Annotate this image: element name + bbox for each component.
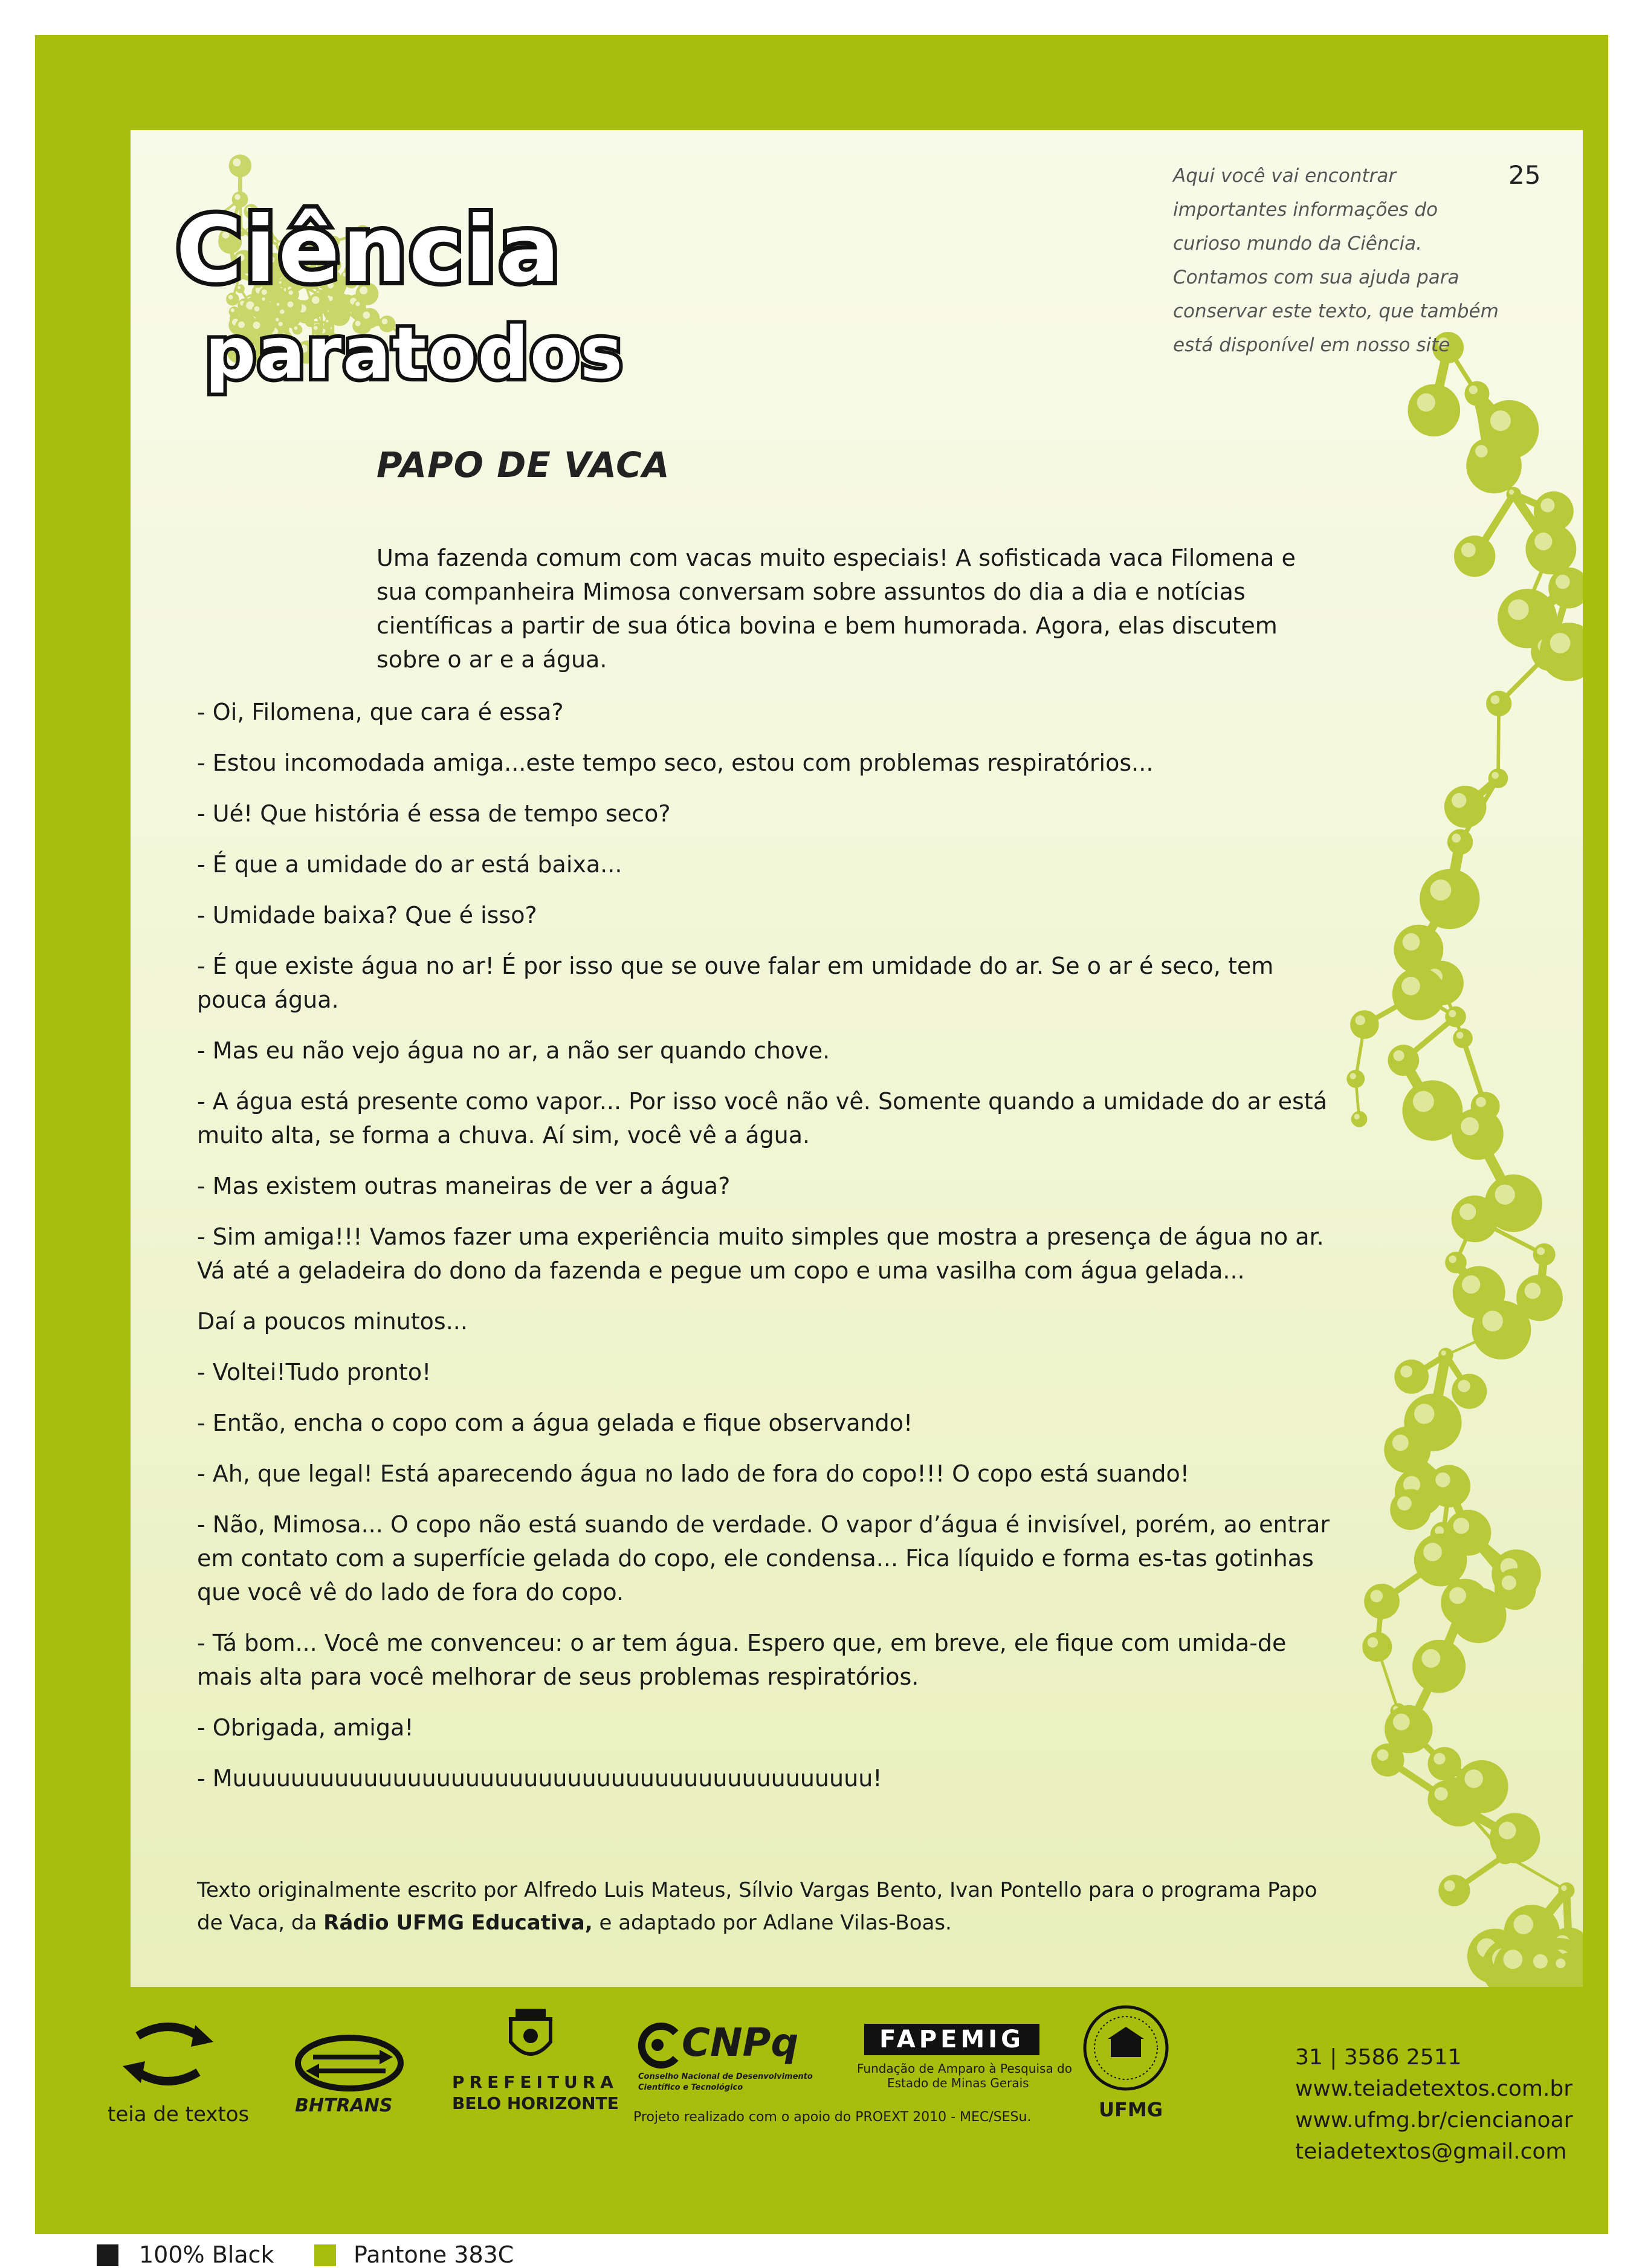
molecule-highlight xyxy=(1490,410,1511,431)
molecule-highlight xyxy=(1556,1959,1565,1968)
molecule-highlight xyxy=(1417,394,1435,412)
molecule-atom xyxy=(1364,1584,1400,1619)
dialogue-line: - Umidade baixa? Que é isso? xyxy=(197,898,1339,932)
molecule-atom xyxy=(1452,1374,1487,1409)
bhtrans-arrows-icon xyxy=(289,2030,410,2096)
molecule-highlight xyxy=(1400,1366,1412,1378)
pantone-swatch xyxy=(314,2244,336,2266)
dialogue-line: - Mas eu não vejo água no ar, a não ser quando chove. xyxy=(197,1034,1339,1068)
cnpq-sub2: Científico e Tecnológico xyxy=(638,2083,743,2092)
cnpq-title: CNPq xyxy=(682,2021,798,2066)
molecule-highlight xyxy=(1413,1091,1434,1112)
teia-de-textos-logo[interactable] xyxy=(95,2012,241,2133)
prefeitura-logo[interactable] xyxy=(452,2006,609,2127)
article-title: PAPO DE VACA xyxy=(377,444,670,485)
dialogue-line: - Então, encha o copo com a água gelada e fique observando! xyxy=(197,1406,1339,1440)
molecule-atom xyxy=(1394,1359,1429,1394)
ufmg-seal-icon xyxy=(1078,2003,1174,2093)
bhtrans-caption: BHTRANS xyxy=(295,2095,392,2116)
molecule-highlight xyxy=(1377,1749,1388,1761)
molecule-highlight xyxy=(1503,1949,1522,1969)
molecule-atom xyxy=(1452,1196,1499,1243)
molecule-highlight xyxy=(1452,834,1461,843)
molecule-atom xyxy=(1488,768,1508,788)
ufmg-caption: UFMG xyxy=(1099,2098,1163,2121)
molecule-highlight xyxy=(1475,445,1488,458)
molecule-highlight xyxy=(1540,498,1554,512)
molecule-highlight xyxy=(1350,1073,1356,1079)
molecule-atom xyxy=(1551,1954,1579,1981)
molecule-atom xyxy=(1445,1252,1467,1274)
molecule-highlight xyxy=(1458,1380,1470,1392)
molecule-atom xyxy=(1464,381,1489,406)
molecule-highlight xyxy=(1556,575,1570,589)
molecule-atom xyxy=(1525,523,1576,574)
molecule-highlight xyxy=(1461,1117,1479,1135)
molecule-highlight xyxy=(1525,1283,1541,1299)
molecule-atom xyxy=(1558,1882,1574,1899)
dialogue-line: - É que existe água no ar! É por isso que se ouve falar em umidade do ar. Se o ar é seco, tem pouca água. xyxy=(197,949,1339,1017)
cnpq-logo[interactable] xyxy=(633,2021,839,2099)
molecule-highlight xyxy=(1449,1587,1466,1604)
molecule-atom xyxy=(1390,1489,1431,1530)
molecule-atom xyxy=(1441,1579,1488,1627)
dialogue-line: - Estou incomodada amiga...este tempo seco, estou com problemas respiratórios... xyxy=(197,746,1339,780)
molecule-highlight xyxy=(1401,977,1420,996)
molecule-atom xyxy=(1428,1465,1470,1508)
molecule-highlight xyxy=(1462,1275,1480,1294)
molecule-highlight xyxy=(1421,1649,1440,1668)
dialogue-line: - Oi, Filomena, que cara é essa? xyxy=(197,695,1339,729)
prefeitura-line1: PREFEITURA xyxy=(452,2072,618,2092)
dialogue xyxy=(197,695,1339,1812)
molecule-highlight xyxy=(1533,1954,1548,1969)
black-swatch-label: 100% Black xyxy=(139,2241,274,2268)
cnpq-emblem-icon xyxy=(633,2021,682,2069)
credits-text-end: e adaptado por Adlane Vilas-Boas. xyxy=(593,1911,952,1935)
molecule-highlight xyxy=(233,158,241,166)
molecule-highlight xyxy=(1397,1496,1412,1511)
contact-email[interactable]: teiadetextos@gmail.com xyxy=(1295,2136,1573,2168)
molecule-highlight xyxy=(1355,1016,1365,1026)
contact-phone: 31 | 3586 2511 xyxy=(1295,2042,1573,2073)
dialogue-line: - Sim amiga!!! Vamos fazer uma experiência muito simples que mostra a presença de água no ar. Vá até a geladeira do dono da fazenda e pegue um copo e uma vasilha com água gelada... xyxy=(197,1220,1339,1288)
molecule-highlight xyxy=(1490,695,1499,704)
molecule-highlight xyxy=(1513,1914,1533,1934)
ufmg-logo[interactable] xyxy=(1075,2003,1177,2124)
molecule-highlight xyxy=(1368,1637,1378,1647)
molecule-highlight xyxy=(1394,1050,1404,1061)
molecule-atom xyxy=(229,155,252,178)
molecule-highlight xyxy=(1464,1769,1483,1788)
molecule-highlight xyxy=(1453,1518,1470,1534)
molecule-highlight xyxy=(1393,1714,1410,1731)
molecule-atom xyxy=(1427,1780,1466,1818)
bhtrans-logo[interactable] xyxy=(289,2030,410,2121)
dialogue-line: - Muuuuuuuuuuuuuuuuuuuuuuuuuuuuuuuuuuuuuuuuuuuu! xyxy=(197,1761,1339,1795)
molecule-highlight xyxy=(1508,599,1528,620)
molecule-atom xyxy=(1445,1006,1466,1028)
molecule-atom xyxy=(1490,1813,1540,1863)
teia-recycle-icon xyxy=(95,2012,241,2102)
dialogue-line: - Ué! Que história é essa de tempo seco? xyxy=(197,797,1339,831)
prefeitura-line2: BELO HORIZONTE xyxy=(452,2093,619,2113)
molecule-highlight xyxy=(1434,1753,1445,1764)
molecule-highlight xyxy=(1435,1787,1448,1800)
dialogue-line: - Voltei!Tudo pronto! xyxy=(197,1355,1339,1389)
prefeitura-crest-icon xyxy=(503,2006,558,2066)
credits xyxy=(197,1874,1339,1939)
credits-text: Texto originalmente escrito por Alfredo Luis Mateus, Sílvio Vargas Bento, Ivan Pontello para o programa Papo de Vaca, da xyxy=(197,1878,1317,1935)
molecule-atom xyxy=(1469,439,1505,475)
page-number: 25 xyxy=(1508,160,1540,190)
molecule-atom xyxy=(1346,1070,1365,1088)
molecule-highlight xyxy=(1492,772,1498,779)
molecule-highlight xyxy=(1534,533,1552,550)
molecule-highlight xyxy=(1449,1010,1456,1017)
article-lead: Uma fazenda comum com vacas muito especiais! A sofisticada vaca Filomena e sua companheira Mimosa conversam sobre assuntos do dia a dia e notícias científicas a partir de sua ótica bovina e bem humorada. Agora, elas discutem sobre o ar e a água. xyxy=(377,541,1337,676)
molecule-highlight xyxy=(1459,1204,1476,1220)
fapemig-title: FAPEMIG xyxy=(864,2024,1039,2055)
molecule-highlight xyxy=(1482,1311,1503,1331)
molecule-highlight xyxy=(1370,1590,1383,1602)
teia-caption: teia de textos xyxy=(108,2102,249,2127)
molecule-highlight xyxy=(1392,1434,1409,1451)
molecule-atom xyxy=(1392,967,1446,1020)
dialogue-line: - Obrigada, amiga! xyxy=(197,1711,1339,1745)
molecule-highlight xyxy=(1469,386,1478,394)
molecule-highlight xyxy=(1499,1822,1516,1839)
dialogue-line: - Mas existem outras maneiras de ver a água? xyxy=(197,1169,1339,1203)
dialogue-line: - É que a umidade do ar está baixa... xyxy=(197,847,1339,881)
molecule-highlight xyxy=(1430,880,1451,901)
contact-site-teia[interactable]: www.teiadetextos.com.br xyxy=(1295,2073,1573,2105)
molecule-atom xyxy=(1420,869,1479,929)
molecule-atom xyxy=(1371,1743,1404,1777)
pantone-swatch-label: Pantone 383C xyxy=(354,2241,514,2268)
support-note: Projeto realizado com o apoio do PROEXT 2010 - MEC/SESu. xyxy=(633,2110,1031,2125)
molecule-highlight xyxy=(1423,1543,1442,1561)
dialogue-line: - Tá bom... Você me convenceu: o ar tem água. Espero que, em breve, ele fique com umida-de mais alta para você melhorar de seus problemas respiratórios. xyxy=(197,1626,1339,1694)
contact-info xyxy=(1295,2042,1573,2168)
intro-text: Aqui você vai encontrar importantes informações do curioso mundo da Ciência. Contamos com sua ajuda para conservar este texto, que também está disponível em nosso site xyxy=(1173,159,1511,362)
molecule-atom xyxy=(1414,1534,1467,1587)
molecule-atom xyxy=(1452,1108,1504,1160)
molecule-atom xyxy=(1350,1010,1379,1038)
molecule-atom xyxy=(1408,384,1460,436)
molecule-atom xyxy=(1453,1028,1473,1048)
molecule-atom xyxy=(1388,1045,1419,1076)
molecule-atom xyxy=(1447,829,1473,855)
molecule-atom xyxy=(1438,1874,1470,1906)
cnpq-sub1: Conselho Nacional de Desenvolvimento xyxy=(638,2072,813,2081)
dialogue-line: - Ah, que legal! Está aparecendo água no lado de fora do copo!!! O copo está suando! xyxy=(197,1457,1339,1491)
molecule-highlight xyxy=(1444,1881,1455,1891)
fapemig-sub1: Fundação de Amparo à Pesquisa do xyxy=(857,2061,1072,2076)
molecule-atom xyxy=(1454,536,1495,577)
molecule-highlight xyxy=(1476,1097,1486,1107)
dialogue-line: - Não, Mimosa... O copo não está suando de verdade. O vapor d’água é invisível, porém, ao entrar em contato com a superfície gelada do copo, ele condensa... Fica líquido e forma es-tas gotinhas que você vê do lado de fora do copo. xyxy=(197,1508,1339,1609)
contact-site-ufmg[interactable]: www.ufmg.br/ciencianoar xyxy=(1295,2105,1573,2136)
molecule-highlight xyxy=(1449,1256,1456,1263)
dialogue-line: - A água está presente como vapor... Por isso você não vê. Somente quando a umidade do ar está muito alta, se forma a chuva. Aí sim, você vê a água. xyxy=(197,1084,1339,1152)
logo-line1: Ciência xyxy=(176,198,563,303)
page-frame xyxy=(35,35,1608,2234)
molecule-highlight xyxy=(1537,1247,1545,1255)
molecule-highlight xyxy=(1414,1404,1434,1424)
molecule-atom xyxy=(1412,1640,1466,1693)
molecule-atom xyxy=(1351,1111,1368,1127)
molecule-highlight xyxy=(1435,1473,1450,1488)
molecule-atom xyxy=(1428,1747,1461,1780)
molecule-atom xyxy=(1444,786,1487,828)
molecule-atom xyxy=(1384,1427,1430,1473)
credits-radio: Rádio UFMG Educativa, xyxy=(323,1911,593,1935)
molecule-atom xyxy=(1472,1300,1531,1359)
molecule-highlight xyxy=(1502,1575,1516,1590)
black-swatch xyxy=(97,2244,118,2266)
molecule-highlight xyxy=(1441,1350,1446,1356)
molecule-highlight xyxy=(1550,633,1571,653)
molecule-atom xyxy=(1362,1632,1392,1662)
molecule-highlight xyxy=(1403,933,1420,951)
ciencia-para-todos-logo xyxy=(164,196,804,402)
molecule-atom xyxy=(1486,691,1511,716)
molecule-highlight xyxy=(1452,793,1466,808)
content-panel xyxy=(131,130,1583,1987)
molecule-highlight xyxy=(1495,1185,1515,1205)
fapemig-logo[interactable] xyxy=(851,2024,1056,2096)
fapemig-sub2: Estado de Minas Gerais xyxy=(887,2076,1029,2090)
molecule-highlight xyxy=(1461,543,1476,557)
molecule-highlight xyxy=(1456,1032,1463,1038)
molecule-atom xyxy=(1533,1243,1556,1266)
molecule-atom xyxy=(1438,1348,1453,1363)
logo-line2: paratodos xyxy=(205,311,624,395)
molecule-highlight xyxy=(1509,490,1514,495)
molecule-highlight xyxy=(1354,1114,1359,1119)
dialogue-line: Daí a poucos minutos... xyxy=(197,1304,1339,1338)
molecule-highlight xyxy=(1561,1885,1566,1891)
molecule-atom xyxy=(1506,487,1521,502)
